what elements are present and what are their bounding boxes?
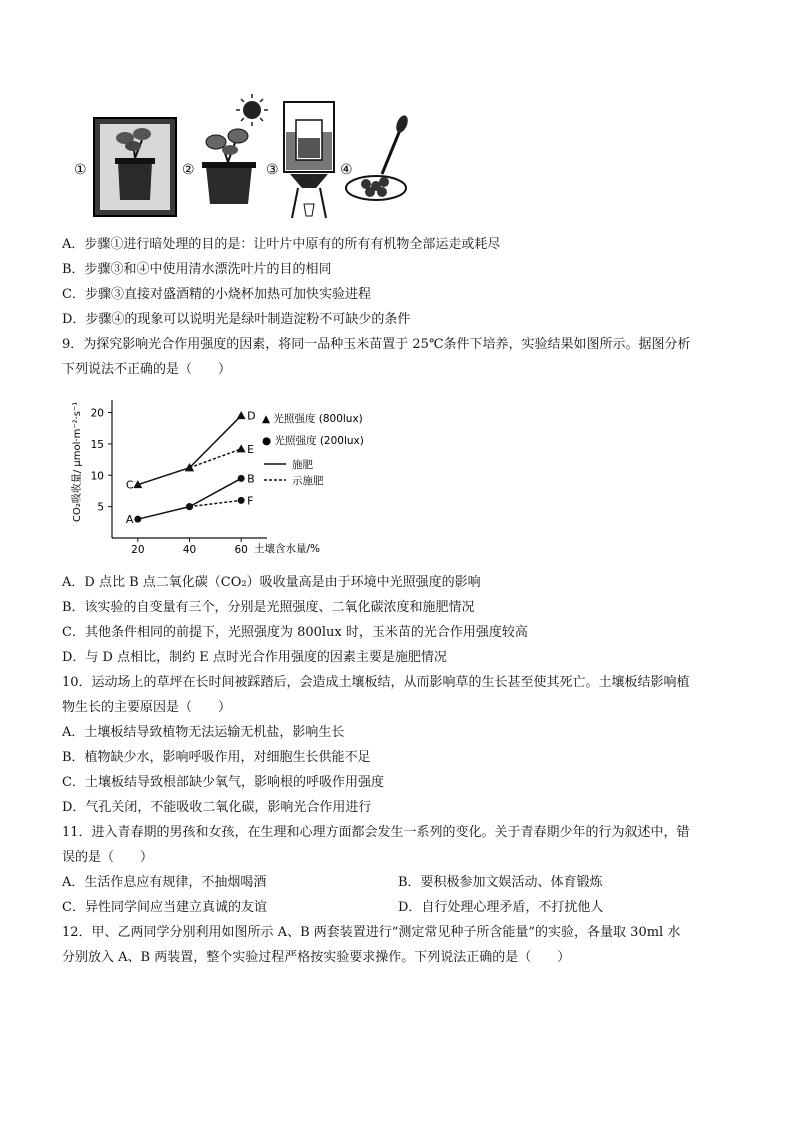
co2-absorption-chart xyxy=(62,392,402,562)
point-label: B xyxy=(247,472,255,486)
experiment-steps-figure xyxy=(70,92,430,222)
data-point-circle xyxy=(238,475,245,482)
q11-option-a: A．生活作息应有规律，不抽烟喝酒 xyxy=(62,875,267,890)
point-label: D xyxy=(247,409,256,423)
q10-option-b: B．植物缺少水，影响呼吸作用，对细胞生长供能不足 xyxy=(62,750,371,765)
point-label: C xyxy=(125,478,134,492)
series-line xyxy=(190,449,242,468)
point-label: F xyxy=(247,494,254,508)
y-tick-label: 15 xyxy=(90,438,104,451)
data-point-circle xyxy=(134,516,141,523)
point-label: A xyxy=(125,513,134,527)
q9-option-d: D．与 D 点相比，制约 E 点时光合作用强度的因素主要是施肥情况 xyxy=(62,650,447,665)
legend-200lux: ● 光照强度 (200lux) xyxy=(262,435,364,447)
series-line xyxy=(138,416,241,485)
y-tick-label: 10 xyxy=(90,470,104,483)
data-point-circle xyxy=(186,503,193,510)
plant-2-icon xyxy=(202,129,256,204)
step-1-label: ① xyxy=(74,162,87,178)
q10-stem-line1: 10．运动场上的草坪在长时间被踩踏后，会造成土壤板结，从而影响草的生长甚至使其死亡。土壤板结影响植 xyxy=(62,675,690,690)
q9-option-b: B．该实验的自变量有三个，分别是光照强度、二氧化碳浓度和施肥情况 xyxy=(62,600,475,615)
chart-x-axis-label: 土壤含水量/% xyxy=(254,543,321,555)
q11-option-c: C．异性同学间应当建立真诚的友谊 xyxy=(62,900,267,915)
legend-not-fertilized: 示施肥 xyxy=(292,475,324,487)
q11-stem-line1: 11．进入青春期的男孩和女孩，在生理和心理方面都会发生一系列的变化。关于青春期少年的行为叙述中，错 xyxy=(62,825,690,840)
y-tick-label: 5 xyxy=(97,501,104,514)
q9-option-c: C．其他条件相同的前提下，光照强度为 800lux 时，玉米苗的光合作用强度较高 xyxy=(62,625,528,640)
q10-option-a: A．土壤板结导致植物无法运输无机盐，影响生长 xyxy=(62,725,345,740)
q10-stem-line2: 物生长的主要原因是（ ） xyxy=(62,700,232,715)
q11-stem-line2: 误的是（ ） xyxy=(62,850,154,865)
data-point-circle xyxy=(238,497,245,504)
petri-dish-dropper-icon xyxy=(346,114,410,200)
series-line xyxy=(138,478,241,519)
q8-option-b: B．步骤③和④中使用清水漂洗叶片的目的相同 xyxy=(62,262,332,277)
q10-option-c: C．土壤板结导致根部缺少氧气，影响根的呼吸作用强度 xyxy=(62,775,384,790)
q11-option-d: D．自行处理心理矛盾，不打扰他人 xyxy=(398,900,604,915)
x-tick-label: 20 xyxy=(131,544,145,556)
q10-option-d: D．气孔关闭，不能吸收二氧化碳，影响光合作用进行 xyxy=(62,800,372,815)
data-point-triangle xyxy=(237,444,246,452)
data-point-triangle xyxy=(237,411,246,419)
chart-legend xyxy=(262,412,364,487)
q12-stem-line1: 12．甲、乙两同学分别利用如图所示 A、B 两套装置进行“测定常见种子所含能量”的实验，各量取 30ml 水 xyxy=(62,925,681,940)
y-tick-label: 20 xyxy=(90,407,104,420)
step-2-label: ② xyxy=(182,162,195,178)
step-4-label: ④ xyxy=(340,162,353,178)
q9-stem-line1: 9．为探究影响光合作用强度的因素，将同一品种玉米苗置于 25℃条件下培养，实验结果如图所示。据图分析 xyxy=(62,337,691,352)
legend-fertilized: 施肥 xyxy=(292,459,313,471)
point-label: E xyxy=(247,442,255,456)
x-tick-label: 60 xyxy=(234,544,248,556)
legend-800lux: ▲ 光照强度 (800lux) xyxy=(262,413,363,425)
q9-option-a: A．D 点比 B 点二氧化碳（CO₂）吸收量高是由于环境中光照强度的影响 xyxy=(62,575,481,590)
q8-option-a: A．步骤①进行暗处理的目的是：让叶片中原有的所有有机物全部运走或耗尽 xyxy=(62,237,501,252)
chart-y-axis-label: CO₂吸收量/ μmol·m⁻²·s⁻¹ xyxy=(72,401,83,522)
sun-icon xyxy=(236,94,268,126)
series-line xyxy=(190,500,242,506)
q8-option-c: C．步骤③直接对盛酒精的小烧杯加热可加快实验进程 xyxy=(62,287,371,302)
q12-stem-line2: 分别放入 A、B 两装置，整个实验过程严格按实验要求操作。下列说法正确的是（ ） xyxy=(62,950,571,965)
q8-option-d: D．步骤④的现象可以说明光是绿叶制造淀粉不可缺少的条件 xyxy=(62,312,411,327)
x-tick-label: 40 xyxy=(182,544,197,556)
q9-stem-line2: 下列说法不正确的是（ ） xyxy=(62,362,232,377)
q11-option-b: B．要积极参加文娱活动、体育锻炼 xyxy=(398,875,603,890)
water-bath-icon xyxy=(284,102,334,218)
step-3-label: ③ xyxy=(266,162,279,178)
